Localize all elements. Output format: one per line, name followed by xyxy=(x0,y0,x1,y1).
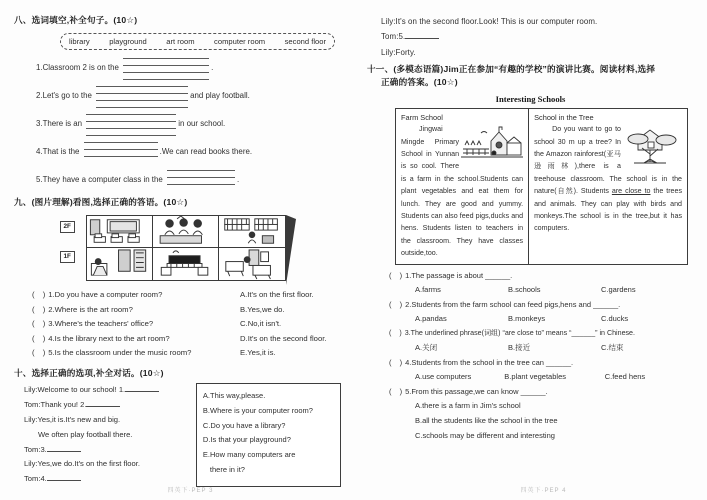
dialogue-option-d[interactable]: D.Is that your playground? xyxy=(202,435,291,445)
q1-option-a[interactable]: A.farms xyxy=(415,285,441,295)
passage-farm-school-body: Jingwai Mingde Primary School in Yunnan is so cool. There is a farm in the school.Students can plant vegetables and eat them for lunch. They are good and yummy. Students can also feed pigs,ducks and hens. Students listen to teachers in the classroom. They have classes outside,too. xyxy=(401,125,524,258)
fill-blank-item-5 xyxy=(36,168,341,190)
footer-left: 四英下·PEP 3 xyxy=(167,488,214,494)
fill-blank-tail-2: and play football. xyxy=(190,90,250,100)
fill-blank-tail-5: . xyxy=(236,174,240,184)
dialogue-line: Lily:Yes,it is.It's new and big. xyxy=(24,415,121,425)
section-eleven-heading xyxy=(367,63,694,88)
match-row xyxy=(32,346,341,361)
reading-passages xyxy=(395,108,688,264)
school-building-illustration-wrapper xyxy=(14,213,341,285)
farm-school-illustration-icon xyxy=(461,123,523,163)
q5-option-a[interactable]: A.there is a farm in Jim's school xyxy=(415,401,521,411)
q4-option-a[interactable]: A.use computers xyxy=(415,372,472,382)
match-question-1[interactable]: ( )1.Do you have a computer room? xyxy=(32,289,163,299)
dialogue-blank-3[interactable] xyxy=(47,445,81,452)
match-question-4[interactable]: ( )4.Is the library next to the art room? xyxy=(32,333,170,343)
dialogue-line-continued: Lily:It's on the second floor.Look! This is our computer room. xyxy=(381,17,598,26)
fill-blank-tail-4: .We can read books there. xyxy=(159,146,253,156)
passage-tree-school-body: Do you want to go to school 30 m up a tree? In the Amazon rainforest(亚马逊雨林),there is a treehouse classroom. The school is in the nature(自然). Students are close to the trees and animals. They can play with birds and monkeys.The school is in the tree,but it has computers. xyxy=(534,125,682,233)
q2-option-c[interactable]: C.ducks xyxy=(601,314,629,324)
q5-option-b[interactable]: B.all the students like the school in the tree xyxy=(415,416,558,426)
match-row xyxy=(32,288,341,303)
answer-lines-3[interactable] xyxy=(86,112,176,134)
q2-option-a[interactable]: A.pandas xyxy=(415,314,447,324)
q3-option-b[interactable]: B.接近 xyxy=(508,342,531,352)
treehouse-illustration-icon xyxy=(624,123,682,169)
q2-option-b[interactable]: B.monkeys xyxy=(508,314,546,324)
reading-question-4: ( )4.Students from the school in the tree can ______. A.use computers B.plant vegetables C.feed hens xyxy=(389,356,694,385)
reading-question-2: ( )2.Students from the farm school can feed pigs,hens and ______. A.pandas B.monkeys C.ducks xyxy=(389,298,694,327)
fill-blank-prompt-2: 2.Let's go to the xyxy=(36,90,92,100)
dialogue-line: We often play football there. xyxy=(38,429,133,439)
passage-farm-school xyxy=(395,108,528,264)
dialogue-blank-2[interactable] xyxy=(86,400,120,407)
floor-label-1f: 1F xyxy=(60,251,75,263)
match-answer-e[interactable]: E.Yes,it is. xyxy=(240,348,276,358)
match-answer-c[interactable]: C.No,it isn't. xyxy=(240,319,282,329)
reading-question-3: ( )3.The underlined phrase(词组) “are close to” means “______” in Chinese. A.关闭 B.接近 C.结束 xyxy=(389,327,694,355)
dialogue-option-c[interactable]: C.Do you have a library? xyxy=(202,420,286,430)
word-bank-item-playground: playground xyxy=(109,37,147,47)
dialogue-line: Tom:3. xyxy=(24,443,186,458)
school-building-illustration xyxy=(58,213,298,285)
answer-lines-5[interactable] xyxy=(167,168,235,190)
answer-lines-2[interactable] xyxy=(96,84,188,106)
fill-blank-item-4 xyxy=(36,140,341,162)
match-question-2[interactable]: ( )2.Where is the art room? xyxy=(32,304,133,314)
q4-option-b[interactable]: B.plant vegetables xyxy=(504,372,566,382)
word-bank-item-second-floor: second floor xyxy=(284,37,326,47)
room-classroom xyxy=(219,248,285,280)
room-library xyxy=(219,216,285,248)
room-grid xyxy=(86,215,286,281)
dialogue-line: Lily:Welcome to our school! 1. xyxy=(24,383,186,398)
reading-question-1: ( )1.The passage is about ______. A.farms B.schools C.gardens xyxy=(389,269,694,298)
fill-blank-tail-1: . xyxy=(211,62,214,72)
q1-option-c[interactable]: C.gardens xyxy=(601,285,636,295)
dialogue-line-continued: Lily:Forty. xyxy=(381,47,416,57)
fill-blank-item-2 xyxy=(36,84,341,106)
dialogue-line: Lily:Yes,we do.It's on the first floor. xyxy=(24,459,140,469)
dialogue-option-e-cont: there in it? xyxy=(209,464,245,474)
q5-option-c[interactable]: C.schools may be different and interesting xyxy=(415,430,555,440)
passage-tree-school-title: School in the Tree xyxy=(534,113,594,123)
dialogue-option-a[interactable]: A.This way,please. xyxy=(202,391,266,401)
underlined-phrase: are close to xyxy=(611,187,651,196)
answer-lines-4[interactable] xyxy=(84,140,158,162)
match-answer-d[interactable]: D.It's on the second floor. xyxy=(240,333,327,343)
match-question-5[interactable]: ( )5.Is the classroom under the music room? xyxy=(32,348,192,358)
reading-passage-title: Interesting Schools xyxy=(495,94,566,105)
word-bank-item-art-room: art room xyxy=(166,37,195,47)
fill-blank-prompt-1: 1.Classroom 2 is on the xyxy=(36,62,119,72)
dialogue-line: Tom:4. xyxy=(24,472,186,487)
dialogue-option-b[interactable]: B.Where is your computer room? xyxy=(202,406,313,416)
reading-question-list xyxy=(389,269,694,444)
floor-label-2f: 2F xyxy=(60,221,75,233)
answer-lines-1[interactable] xyxy=(123,56,209,78)
dialogue-option-e[interactable]: E.How many computers are xyxy=(202,449,296,459)
dialogue-blank-5[interactable] xyxy=(405,32,439,39)
q3-option-a[interactable]: A.关闭 xyxy=(415,342,438,352)
dialogue-blank-4[interactable] xyxy=(47,474,81,481)
dialogue-line-continued: Tom:5. xyxy=(381,29,694,44)
room-music-room xyxy=(153,248,219,280)
match-row xyxy=(32,332,341,347)
q3-option-c[interactable]: C.结束 xyxy=(601,342,624,352)
room-computer-room xyxy=(87,216,153,248)
dialogue-lines xyxy=(24,383,186,487)
match-answer-b[interactable]: B.Yes,we do. xyxy=(240,304,285,314)
dialogue-area xyxy=(24,383,341,487)
section-eleven-heading-line1: 十一、(多模态语篇)Jim正在参加“有趣的学校”的演讲比赛。阅读材料,选择 xyxy=(367,64,656,75)
section-eleven-heading-line2: 正确的答案。(10☆) xyxy=(381,76,458,87)
q4-option-c[interactable]: C.feed hens xyxy=(604,372,646,382)
dialogue-line: Tom:Thank you! 2. xyxy=(24,398,186,413)
room-teachers-office xyxy=(153,216,219,248)
right-column xyxy=(353,0,706,500)
word-bank-item-library: library xyxy=(69,37,90,47)
fill-blank-prompt-5: 5.They have a computer class in the xyxy=(36,174,163,184)
section-nine-heading: 九、(图片理解)看图,选择正确的答语。(10☆) xyxy=(14,197,188,208)
building-side-wall xyxy=(286,215,296,285)
fill-blank-item-3 xyxy=(36,112,341,134)
match-answer-a[interactable]: A.It's on the first floor. xyxy=(240,289,314,299)
reading-question-5: ( )5.From this passage,we can know ______. A.there is a farm in Jim's school B.all the students like the school in the tree C.schools may be different and interesting xyxy=(389,385,694,444)
q1-option-b[interactable]: B.schools xyxy=(508,285,541,295)
match-row xyxy=(32,303,341,318)
match-question-3[interactable]: ( )3.Where's the teachers' office? xyxy=(32,319,154,329)
passage-farm-school-title: Farm School xyxy=(401,113,443,123)
fill-blank-prompt-3: 3.There is an xyxy=(36,118,83,128)
left-column xyxy=(0,0,353,500)
section-eight-heading: 八、选词填空,补全句子。(10☆) xyxy=(14,15,138,25)
word-bank-item-computer-room: computer room xyxy=(214,37,266,47)
fill-blank-item-1 xyxy=(36,56,341,78)
footer-right: 四英下·PEP 4 xyxy=(520,488,567,494)
section-ten-heading: 十、选择正确的选项,补全对话。(10☆) xyxy=(14,368,164,379)
match-row xyxy=(32,317,341,332)
match-question-list xyxy=(14,288,341,361)
dialogue-options-box xyxy=(196,383,341,487)
fill-blank-tail-3: in our school. xyxy=(178,118,226,128)
room-art-room xyxy=(87,248,153,280)
passage-school-in-the-tree xyxy=(528,108,688,264)
dialogue-blank-1[interactable] xyxy=(125,385,159,392)
word-bank xyxy=(60,33,335,50)
fill-blank-prompt-4: 4.That is the xyxy=(36,146,80,156)
